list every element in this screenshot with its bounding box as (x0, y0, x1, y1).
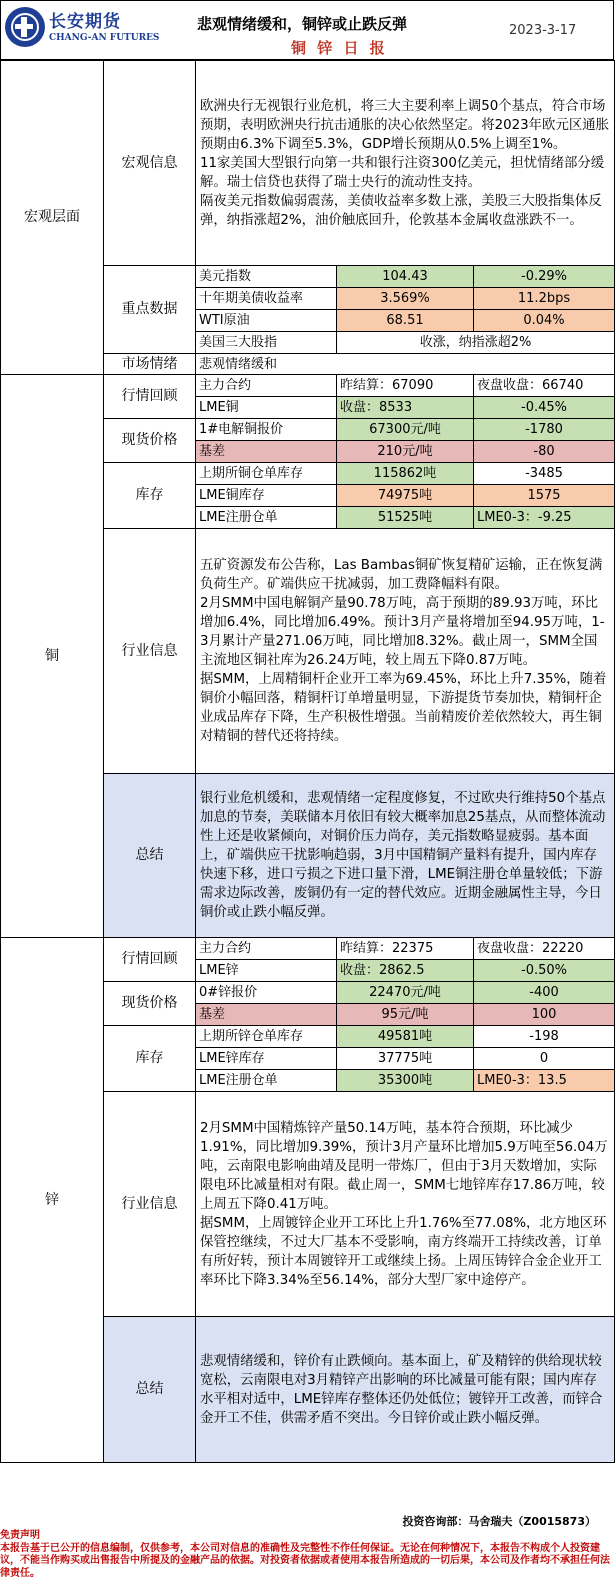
row-change: -80 (474, 441, 615, 463)
row-value: 74975吨 (337, 485, 474, 507)
macro-info-text (196, 61, 615, 266)
report-table (0, 60, 615, 1463)
key-data-label: 重点数据 (104, 266, 196, 354)
row-value: 115862吨 (337, 463, 474, 485)
key-row-change: -0.29% (474, 266, 615, 288)
key-row-value: 收涨，纳指涨超2% (337, 332, 615, 354)
disclaimer-title: 免责声明 (0, 1530, 614, 1543)
paragraph: 五矿资源发布公告称，Las Bambas铜矿恢复精矿运输，正在恢复满负荷生产。矿端供应干扰减弱，加工费降幅料有限。 (200, 556, 610, 594)
paragraph: 2月SMM中国电解铜产量90.78万吨，高于预期的89.93万吨，环比增加6.4%，同比增加6.49%。预计3月产量将增加至94.95万吨，1-3月累计产量271.06万吨，同比增加8.32%。截止周一，SMM全国主流地区铜社库为26.24万吨，较上周五下降0.87万吨。 (200, 594, 610, 670)
row-value: 51525吨 (337, 507, 474, 529)
copper-summary-text: 银行业危机缓和，悲观情绪一定程度修复，不过欧央行维持50个基点加息的节奏，美联储本月依旧有较大概率加息25基点，从而整体流动性上还是收紧倾向，对铜价压力尚存，美元指数略显疲弱。基本面上，矿端供应干扰影响趋弱，3月中国精铜产量料有提升，国内库存快速下移，进口亏损之下进口量下滑，LME铜注册仓单量较低；下游需求边际改善，废铜仍有一定的替代效应。近期金融属性主导，今日铜价或止跌小幅反弹。 (196, 774, 615, 938)
zinc-inventory-label: 库存 (104, 1026, 196, 1092)
zinc-industry-label: 行业信息 (104, 1092, 196, 1317)
zinc-review-label: 行情回顾 (104, 938, 196, 982)
sentiment-label: 市场情绪 (104, 354, 196, 375)
author-line: 投资咨询部：马舍瑞夫（Z0015873） (402, 1513, 596, 1529)
zinc-summary-text: 悲观情绪缓和，锌价有止跌倾向。基本面上，矿及精锌的供给现状较宽松，云南限电对3月精锌产出影响的环比减量可能有限；国内库存水平相对适中，LME锌库存整体还仍处低位；镀锌开工改善，而锌合金开工不佳，供需矛盾不突出。今日锌价或止跌小幅反弹。 (196, 1317, 615, 1463)
row-name: 1#电解铜报价 (196, 419, 337, 441)
report-header (0, 0, 614, 60)
row-name: 主力合约 (196, 375, 337, 397)
row-change: -0.50% (474, 960, 615, 982)
report-date: 2023-3-17 (509, 23, 576, 38)
row-name: 主力合约 (196, 938, 337, 960)
row-change: 1575 (474, 485, 615, 507)
row-name: 基差 (196, 441, 337, 463)
macro-info-label: 宏观信息 (104, 61, 196, 266)
key-row-value: 68.51 (337, 310, 474, 332)
copper-review-label: 行情回顾 (104, 375, 196, 419)
paragraph: 据SMM，上周镀锌企业开工环比上升1.76%至77.08%，北方地区环保管控继续，不过大厂基本不受影响，南方终端开工持续改善，订单有所好转，预计本周镀锌开工或继续上扬。上周压铸锌合金企业开工率环比下降3.34%至56.14%，部分大型厂家中途停产。 (200, 1214, 610, 1290)
row-value: 95元/吨 (337, 1004, 474, 1026)
row-name: LME铜库存 (196, 485, 337, 507)
row-name: LME注册仓单 (196, 507, 337, 529)
row-change: -400 (474, 982, 615, 1004)
row-name: LME锌 (196, 960, 337, 982)
row-name: LME注册仓单 (196, 1070, 337, 1092)
paragraph: 据SMM，上周精铜杆企业开工率为69.45%，环比上升7.35%，随着铜价小幅回落，精铜杆订单增量明显，下游提货节奏加快，精铜杆企业成品库存下降，生产积极性增强。当前精废价差依然较大，再生铜对精铜的替代还将持续。 (200, 670, 610, 746)
row-name: 上期所锌仓单库存 (196, 1026, 337, 1048)
copper-spot-label: 现货价格 (104, 419, 196, 463)
row-change: LME0-3：-9.25 (474, 507, 615, 529)
zinc-section-label: 锌 (1, 938, 104, 1463)
row-value: 收盘：2862.5 (337, 960, 474, 982)
paragraph: 隔夜美元指数偏弱震荡，美债收益率多数上涨，美股三大股指集体反弹，纳指涨超2%，油价触底回升，伦敦基本金属收盘涨跌不一。 (200, 192, 610, 230)
zinc-summary-label: 总结 (104, 1317, 196, 1463)
row-change: 100 (474, 1004, 615, 1026)
row-change: -1780 (474, 419, 615, 441)
row-name: LME铜 (196, 397, 337, 419)
zinc-spot-label: 现货价格 (104, 982, 196, 1026)
key-row-change: 0.04% (474, 310, 615, 332)
key-row-change: 11.2bps (474, 288, 615, 310)
row-value: 210元/吨 (337, 441, 474, 463)
row-value: 67300元/吨 (337, 419, 474, 441)
copper-industry-text (196, 529, 615, 774)
key-row-name: 美元指数 (196, 266, 337, 288)
row-change: -198 (474, 1026, 615, 1048)
key-row-name: 十年期美债收益率 (196, 288, 337, 310)
row-value: 22470元/吨 (337, 982, 474, 1004)
row-value: 49581吨 (337, 1026, 474, 1048)
macro-section-label: 宏观层面 (1, 61, 104, 375)
key-row-name: WTI原油 (196, 310, 337, 332)
sentiment-text: 悲观情绪缓和 (196, 354, 615, 375)
row-change: -0.45% (474, 397, 615, 419)
report-title: 悲观情绪缓和，铜锌或止跌反弹 (197, 13, 407, 34)
row-change: 0 (474, 1048, 615, 1070)
copper-inventory-label: 库存 (104, 463, 196, 529)
key-row-name: 美国三大股指 (196, 332, 337, 354)
disclaimer (0, 1530, 614, 1580)
row-value: 37775吨 (337, 1048, 474, 1070)
brand-name-en: CHANG-AN FUTURES (49, 33, 159, 43)
row-name: 0#锌报价 (196, 982, 337, 1004)
key-row-value: 104.43 (337, 266, 474, 288)
row-change: LME0-3：13.5 (474, 1070, 615, 1092)
paragraph: 欧洲央行无视银行业危机，将三大主要利率上调50个基点，符合市场预期，表明欧洲央行抗击通胀的决心依然坚定。将2023年欧元区通胀预期由6.3%下调至5.3%，GDP增长预期从0.5%上调至1%。 (200, 97, 610, 154)
brand-name-cn: 长安期货 (49, 7, 121, 32)
report-subtitle: 铜 锌 日 报 (291, 37, 388, 58)
row-name: LME锌库存 (196, 1048, 337, 1070)
copper-industry-label: 行业信息 (104, 529, 196, 774)
copper-summary-label: 总结 (104, 774, 196, 938)
row-value: 昨结算：67090 (337, 375, 474, 397)
row-value: 昨结算：22375 (337, 938, 474, 960)
zinc-industry-text (196, 1092, 615, 1317)
paragraph: 11家美国大型银行向第一共和银行注资300亿美元，担忧情绪部分缓解。瑞士信贷也获得了瑞士央行的流动性支持。 (200, 154, 610, 192)
row-name: 上期所铜仓单库存 (196, 463, 337, 485)
row-value: 收盘：8533 (337, 397, 474, 419)
paragraph: 2月SMM中国精炼锌产量50.14万吨，基本符合预期，环比减少1.91%，同比增加9.39%，预计3月产量环比增加5.9万吨至56.04万吨，云南限电影响曲靖及昆明一带炼厂，但由于3月天数增加，实际限电环比减量相对有限。截止周一，SMM七地锌库存17.86万吨，较上周五下降0.41万吨。 (200, 1119, 610, 1214)
row-change: 夜盘收盘：66740 (474, 375, 615, 397)
row-change: 夜盘收盘：22220 (474, 938, 615, 960)
row-name: 基差 (196, 1004, 337, 1026)
row-change: -3485 (474, 463, 615, 485)
row-value: 35300吨 (337, 1070, 474, 1092)
company-logo-icon (5, 7, 45, 47)
key-row-value: 3.569% (337, 288, 474, 310)
copper-section-label: 铜 (1, 375, 104, 938)
disclaimer-text: 本报告基于已公开的信息编制，仅供参考，本公司对信息的准确性及完整性不作任何保证。无论在何种情况下，本报告不构成个人投资建议，不能当作购买或出售报告中所提及的金融产品的依据。对投资者依据或者使用本报告所造成的一切后果，本公司及作者均不承担任何法律责任。 (0, 1543, 614, 1580)
